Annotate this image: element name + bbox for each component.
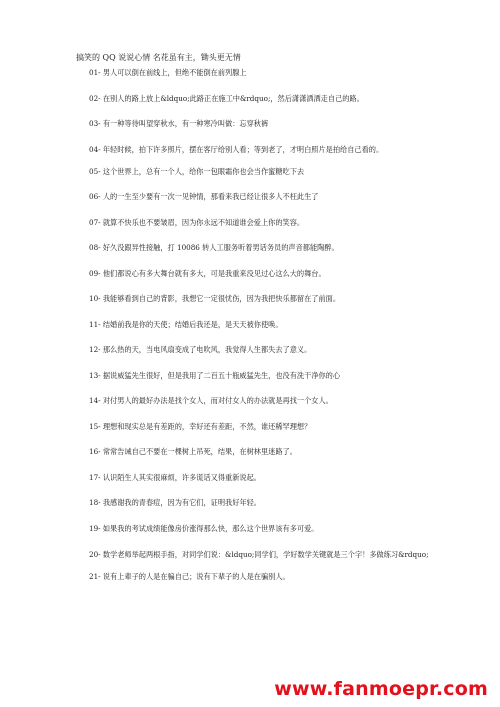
- list-item: 15- 理想和现实总是有差距的，幸好还有差距，不然，谁还稀罕理想？: [89, 421, 312, 431]
- list-item: 14- 对付男人的最好办法是找个女人，而对付女人的办法就是再找一个女人。: [89, 396, 333, 405]
- list-item: 08- 好久没跟异性接触，打 10086 转人工服务听着男话务员的声音都能陶醉。: [89, 243, 339, 252]
- list-item: 17- 认识陌生人其实很麻烦，许多谎话又得重新说起。: [89, 472, 261, 482]
- document-page: [55, 0, 445, 707]
- list-item: 09- 他们都说心有多大舞台就有多大，可是我重来没见过心这么大的舞台。: [89, 268, 326, 278]
- list-item: 07- 就算不快乐也不要皱眉，因为你永远不知道谁会爱上你的笑容。: [89, 217, 305, 227]
- list-item: 18- 我感谢我的青春痘，因为有它们，证明我好年轻。: [89, 498, 261, 507]
- list-item: 20- 数学老师举起两根手指，对同学们说：&ldquo;同学们，学好数学关键就是三个字！多做练习&rdquo;: [89, 549, 429, 559]
- list-item: 13- 据说威猛先生很好，但是我用了二百五十瓶威猛先生，也没有洗干净你的心: [89, 370, 341, 380]
- list-item: 10- 我能够看到自己的背影，我想它一定很忧伤，因为我把快乐都留在了前面。: [89, 294, 341, 303]
- list-item: 04- 年轻时候，拍下许多照片，摆在客厅给别人看；等到老了，才明白照片是拍给自己看的。: [89, 144, 384, 154]
- list-item: 05- 这个世界上，总有一个人，给你一包眼霜你也会当作蜜糖吃下去: [89, 166, 305, 176]
- list-item: 02- 在别人的路上放上&ldquo;此路正在施工中&rdquo;，然后潇潇洒洒走自己的路。: [89, 93, 364, 103]
- list-item: 11- 结婚前我是你的天使；结婚后我还是，是天天被你使唤。: [89, 319, 283, 329]
- document-title: 搞笑的 QQ 说说心情 名花虽有主，锄头更无情: [76, 53, 241, 62]
- site-watermark: www.fanmoepr.com: [274, 678, 488, 700]
- quote-list: [61, 68, 445, 597]
- list-item: 19- 如果我的考试成绩能像房价涨得那么快，那么这个世界该有多可爱。: [89, 523, 319, 533]
- list-item: 06- 人的一生至少要有一次一见钟情，那看来我已经让很多人不枉此生了: [89, 192, 319, 201]
- list-item: 16- 常常告诫自己不要在一棵树上吊死，结果，在树林里迷路了。: [89, 447, 297, 456]
- list-item: 21- 说有上辈子的人是在骗自己；说有下辈子的人是在骗别人。: [89, 571, 290, 581]
- list-item: 12- 那么热的天，当电风扇变成了电吹风，我觉得人生都失去了意义。: [89, 345, 312, 354]
- list-item: 01- 男人可以倒在前线上，但绝不能倒在前列腺上: [89, 68, 247, 77]
- list-item: 03- 有一种等待叫望穿秋水，有一种寒冷叫做：忘穿秋裤: [89, 119, 269, 128]
